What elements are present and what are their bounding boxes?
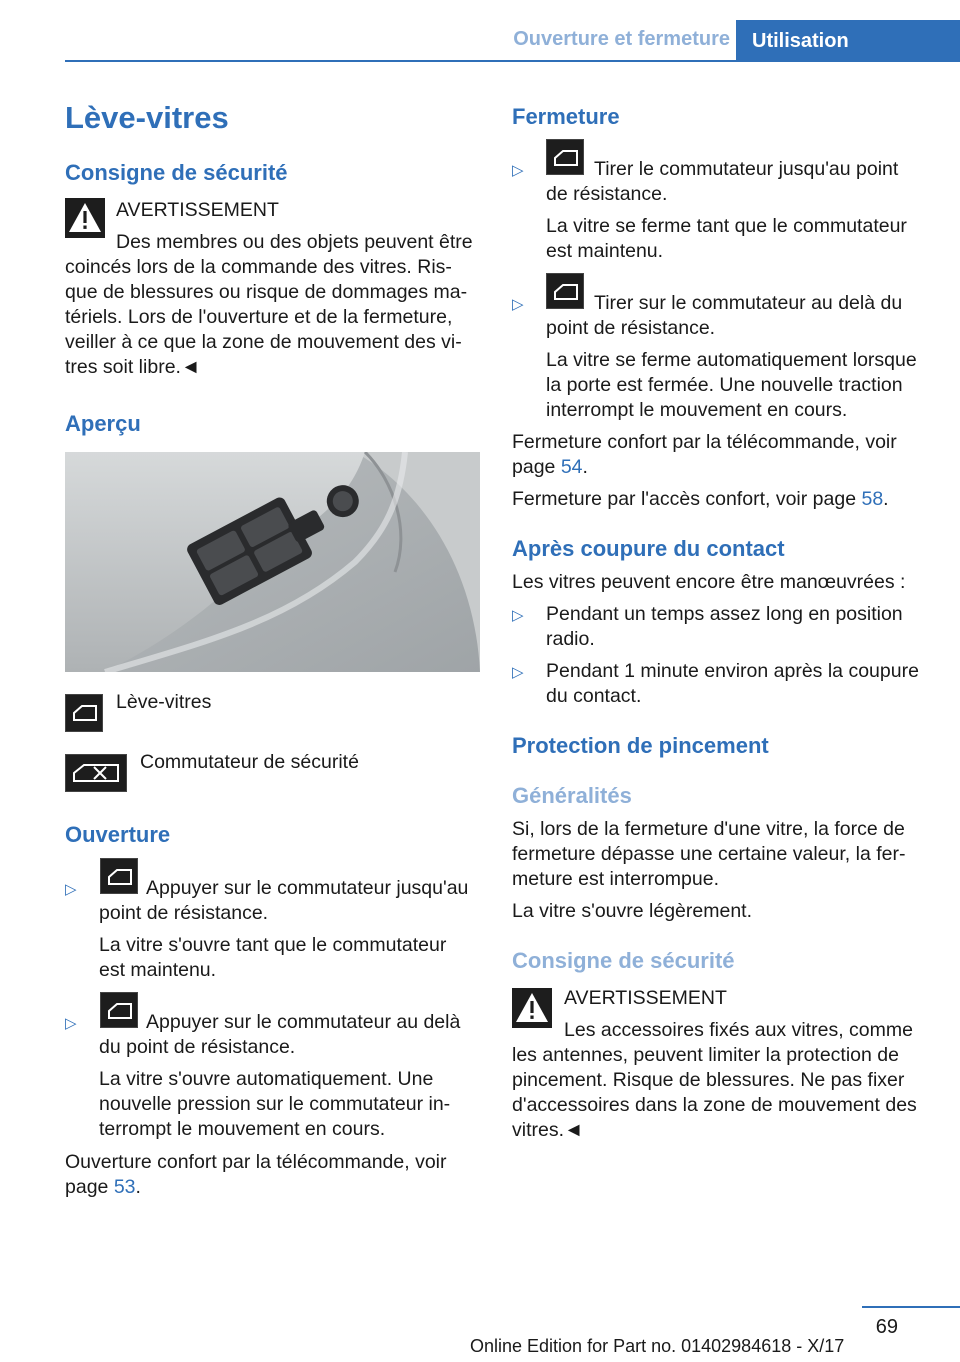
- open-step2-line: Appuyer sur le commutateur au delà: [146, 1011, 461, 1033]
- warning2-line: d'accessoires dans la zone de mouvement des: [512, 1094, 917, 1116]
- triangle-bullet-icon: ▷: [512, 607, 524, 624]
- after-off-item1-line: Pendant un temps assez long en position: [546, 603, 903, 625]
- close-step2-result: interrompt le mouvement en cours.: [546, 399, 848, 421]
- open-step1-result: La vitre s'ouvre tant que le commutateur: [99, 934, 447, 956]
- warning-line: Des membres ou des objets peuvent être: [116, 231, 473, 253]
- door-switch-panel-photo: [65, 452, 480, 672]
- general-text2: La vitre s'ouvre légèrement.: [512, 900, 753, 922]
- header-section-title: Ouverture et fermeture: [513, 28, 730, 50]
- triangle-bullet-icon: ▷: [512, 162, 524, 179]
- open-step1-line: Appuyer sur le commutateur jusqu'au: [146, 877, 469, 899]
- legend-window: Lève-vitres: [116, 691, 212, 713]
- close-step2-result: la porte est fermée. Une nouvelle traction: [546, 374, 903, 396]
- legend-safety-switch: Commutateur de sécurité: [140, 751, 359, 773]
- window-switch-icon: [546, 139, 584, 175]
- window-switch-icon: [100, 858, 138, 894]
- page-link-54[interactable]: 54: [560, 456, 583, 478]
- open-step2-result: terrompt le mouvement en cours.: [99, 1118, 386, 1140]
- safety-heading: Consigne de sécurité: [65, 160, 288, 185]
- safety-switch-icon: [65, 754, 127, 792]
- warning2-line: les antennes, peuvent limiter la protection de: [512, 1044, 899, 1066]
- comfort-access-prefix: Fermeture par l'accès confort, voir page: [512, 488, 862, 510]
- window-switch-icon: [65, 694, 103, 732]
- general-text-line: meture est interrompue.: [512, 868, 720, 890]
- window-switch-icon: [100, 992, 138, 1028]
- comfort-close-prefix: page: [512, 456, 561, 478]
- warning-triangle-icon: [65, 198, 105, 238]
- page-number: 69: [875, 1316, 898, 1338]
- page-link-53[interactable]: 53: [113, 1176, 136, 1198]
- comfort-close-ref: [512, 455, 588, 480]
- triangle-bullet-icon: ▷: [512, 296, 524, 313]
- comfort-open-ref: [65, 1175, 141, 1200]
- open-step2-line: du point de résistance.: [99, 1036, 296, 1058]
- header-rule: [65, 60, 960, 62]
- close-step1-result: La vitre se ferme tant que le commutateur: [546, 215, 907, 237]
- close-step1-line: de résistance.: [546, 183, 668, 205]
- close-step1-result: est maintenu.: [546, 240, 664, 262]
- after-off-item2-line: Pendant 1 minute environ après la coupure: [546, 660, 919, 682]
- close-step1-line: Tirer le commutateur jusqu'au point: [594, 158, 899, 180]
- warning2-line: vitres.◄: [512, 1119, 584, 1141]
- fermeture-heading: Fermeture: [512, 104, 620, 129]
- warning-line: que de blessures ou risque de dommages ma-: [65, 281, 468, 303]
- warning-line: tériels. Lors de l'ouverture et de la fermeture,: [65, 306, 453, 328]
- open-step1-line: point de résistance.: [99, 902, 269, 924]
- warning-line: coincés lors de la commande des vitres. Ris-: [65, 256, 452, 278]
- after-off-item1-line: radio.: [546, 628, 595, 650]
- open-step1-result: est maintenu.: [99, 959, 217, 981]
- comfort-open-line: Ouverture confort par la télécommande, voir: [65, 1151, 447, 1173]
- window-switch-icon: [546, 273, 584, 309]
- general-text-line: Si, lors de la fermeture d'une vitre, la force de: [512, 818, 905, 840]
- apercu-heading: Aperçu: [65, 411, 141, 436]
- comfort-open-prefix: page: [65, 1176, 114, 1198]
- warning2-line: pincement. Risque de blessures. Ne pas fixer: [512, 1069, 905, 1091]
- comfort-open-suffix: .: [135, 1176, 141, 1198]
- triangle-bullet-icon: ▷: [512, 664, 524, 681]
- warning-label: AVERTISSEMENT: [116, 199, 279, 221]
- warning-line: tres soit libre.◄: [65, 356, 201, 378]
- comfort-close-suffix: .: [582, 456, 588, 478]
- warning-line: veiller à ce que la zone de mouvement des vi-: [65, 331, 462, 353]
- warning2-line: Les accessoires fixés aux vitres, comme: [564, 1019, 913, 1041]
- after-off-item2-line: du contact.: [546, 685, 642, 707]
- open-step2-result: La vitre s'ouvre automatiquement. Une: [99, 1068, 434, 1090]
- comfort-access-suffix: .: [883, 488, 889, 510]
- warning-triangle-icon: [512, 988, 552, 1028]
- edition-text: Online Edition for Part no. 01402984618 - X/17: [470, 1336, 845, 1356]
- open-step2-result: nouvelle pression sur le commutateur in-: [99, 1093, 451, 1115]
- comfort-access-ref: [512, 487, 889, 512]
- after-off-heading: Après coupure du contact: [512, 536, 785, 561]
- general-text-line: fermeture dépasse une certaine valeur, la fer-: [512, 843, 906, 865]
- close-step2-line: Tirer sur le commutateur au delà du: [594, 292, 903, 314]
- footer-rule: [862, 1306, 960, 1308]
- page-link-58[interactable]: 58: [861, 488, 884, 510]
- safety-heading-2: Consigne de sécurité: [512, 948, 735, 973]
- triangle-bullet-icon: ▷: [65, 881, 77, 898]
- ouverture-heading: Ouverture: [65, 822, 171, 847]
- after-off-text: Les vitres peuvent encore être manœuvrées :: [512, 571, 906, 593]
- close-step2-result: La vitre se ferme automatiquement lorsque: [546, 349, 917, 371]
- warning-label-2: AVERTISSEMENT: [564, 987, 727, 1009]
- page-title: Lève-vitres: [65, 100, 229, 135]
- close-step2-line: point de résistance.: [546, 317, 716, 339]
- header-tab-utilisation: Utilisation: [736, 20, 960, 61]
- pinch-heading: Protection de pincement: [512, 733, 769, 758]
- general-heading: Généralités: [512, 783, 632, 808]
- triangle-bullet-icon: ▷: [65, 1015, 77, 1032]
- comfort-close-line: Fermeture confort par la télécommande, voir: [512, 431, 897, 453]
